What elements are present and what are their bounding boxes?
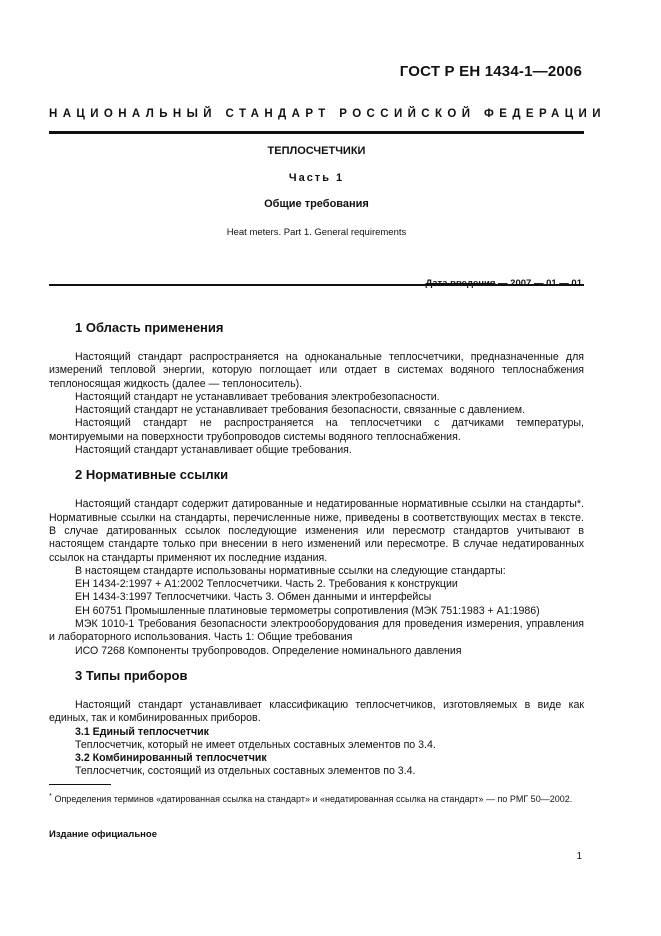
section-2-heading: 2 Нормативные ссылки: [75, 467, 229, 483]
section-1-paragraph: Настоящий стандарт не устанавливает требования безопасности, связанные с давлением.: [75, 404, 526, 417]
section-3-paragraph: Настоящий стандарт устанавливает классификацию теплосчетчиков, изготовляемых в виде как единых, так и комбинированных приборов.: [49, 698, 584, 725]
document-part: Часть 1: [288, 172, 345, 184]
section-1-paragraph: Настоящий стандарт распространяется на одноканальные теплосчетчики, предназначенные для измерений тепловой энергии, которую поглощает или отдает в системах водяного теплоснабжения теплоносящая жидкость (далее — теплоноситель).: [49, 351, 584, 390]
footnote-marker: *: [49, 791, 52, 800]
footnote: [49, 790, 584, 805]
page-number: 1: [576, 851, 582, 862]
reference-item: ЕН 1434-3:1997 Теплосчетчики. Часть 3. Обмен данными и интерфейсы: [75, 591, 432, 604]
document-code: ГОСТ Р ЕН 1434-1—2006: [399, 63, 582, 80]
document-subtitle: Общие требования: [264, 198, 369, 210]
footnote-divider: [49, 784, 111, 785]
subsection-3-2-heading: 3.2 Комбинированный теплосчетчик: [75, 752, 267, 765]
reference-item: ИСО 7268 Компоненты трубопроводов. Определение номинального давления: [75, 644, 462, 657]
footnote-text: Определения терминов «датированная ссылка на стандарт» и «недатированная ссылка на стандарт» — по РМГ 50—2002.: [54, 794, 573, 804]
edition-label: Издание официальное: [49, 829, 157, 840]
section-1-paragraph: Настоящий стандарт устанавливает общие требования.: [75, 444, 352, 457]
section-1-paragraph: Настоящий стандарт не распространяется на теплосчетчики с датчиками температуры, монтируемыми на поверхности трубопроводов системы водяного теплоснабжения.: [49, 417, 584, 443]
subsection-3-2-text: Теплосчетчик, состоящий из отдельных составных элементов по 3.4.: [75, 765, 416, 778]
national-standard-banner: НАЦИОНАЛЬНЫЙ СТАНДАРТ РОССИЙСКОЙ ФЕДЕРАЦИИ: [49, 108, 606, 120]
section-3-heading: 3 Типы приборов: [75, 667, 188, 683]
reference-item: МЭК 1010-1 Требования безопасности электрооборудования для проведения измерения, управления и лабораторного использования. Часть 1: Общие требования: [49, 618, 584, 644]
english-title: Heat meters. Part 1. General requirements: [226, 227, 407, 238]
section-1-heading: 1 Область применения: [75, 320, 224, 335]
reference-item: ЕН 1434-2:1997 + А1:2002 Теплосчетчики. Часть 2. Требования к конструкции: [75, 578, 458, 591]
section-2-paragraph: Настоящий стандарт содержит датированные и недатированные нормативные ссылки на стандарты*. Нормативные ссылки на стандарты, перечисленные ниже, приведены в соответствующих местах в тексте. В случае датированных ссылок последующие изменения или пересмотр стандартов учитывают в настоящем стандарте только при внесении в него изменений или пересмотре. В случае недатированных ссылок на стандарты применяют их последние издания.: [49, 498, 584, 564]
date-divider: [49, 284, 584, 286]
header-divider: [49, 131, 584, 134]
subsection-3-1-text: Теплосчетчик, который не имеет отдельных составных элементов по 3.4.: [75, 738, 436, 751]
document-body: [49, 320, 584, 779]
document-title: ТЕПЛОСЧЕТЧИКИ: [267, 145, 366, 157]
subsection-3-1-heading: 3.1 Единый теплосчетчик: [75, 725, 209, 738]
section-2-paragraph: В настоящем стандарте использованы нормативные ссылки на следующие стандарты:: [75, 564, 506, 577]
reference-item: ЕН 60751 Промышленные платиновые термометры сопротивления (МЭК 751:1983 + А1:1986): [75, 604, 540, 617]
section-1-paragraph: Настоящий стандарт не устанавливает требования электробезопасности.: [75, 390, 440, 403]
